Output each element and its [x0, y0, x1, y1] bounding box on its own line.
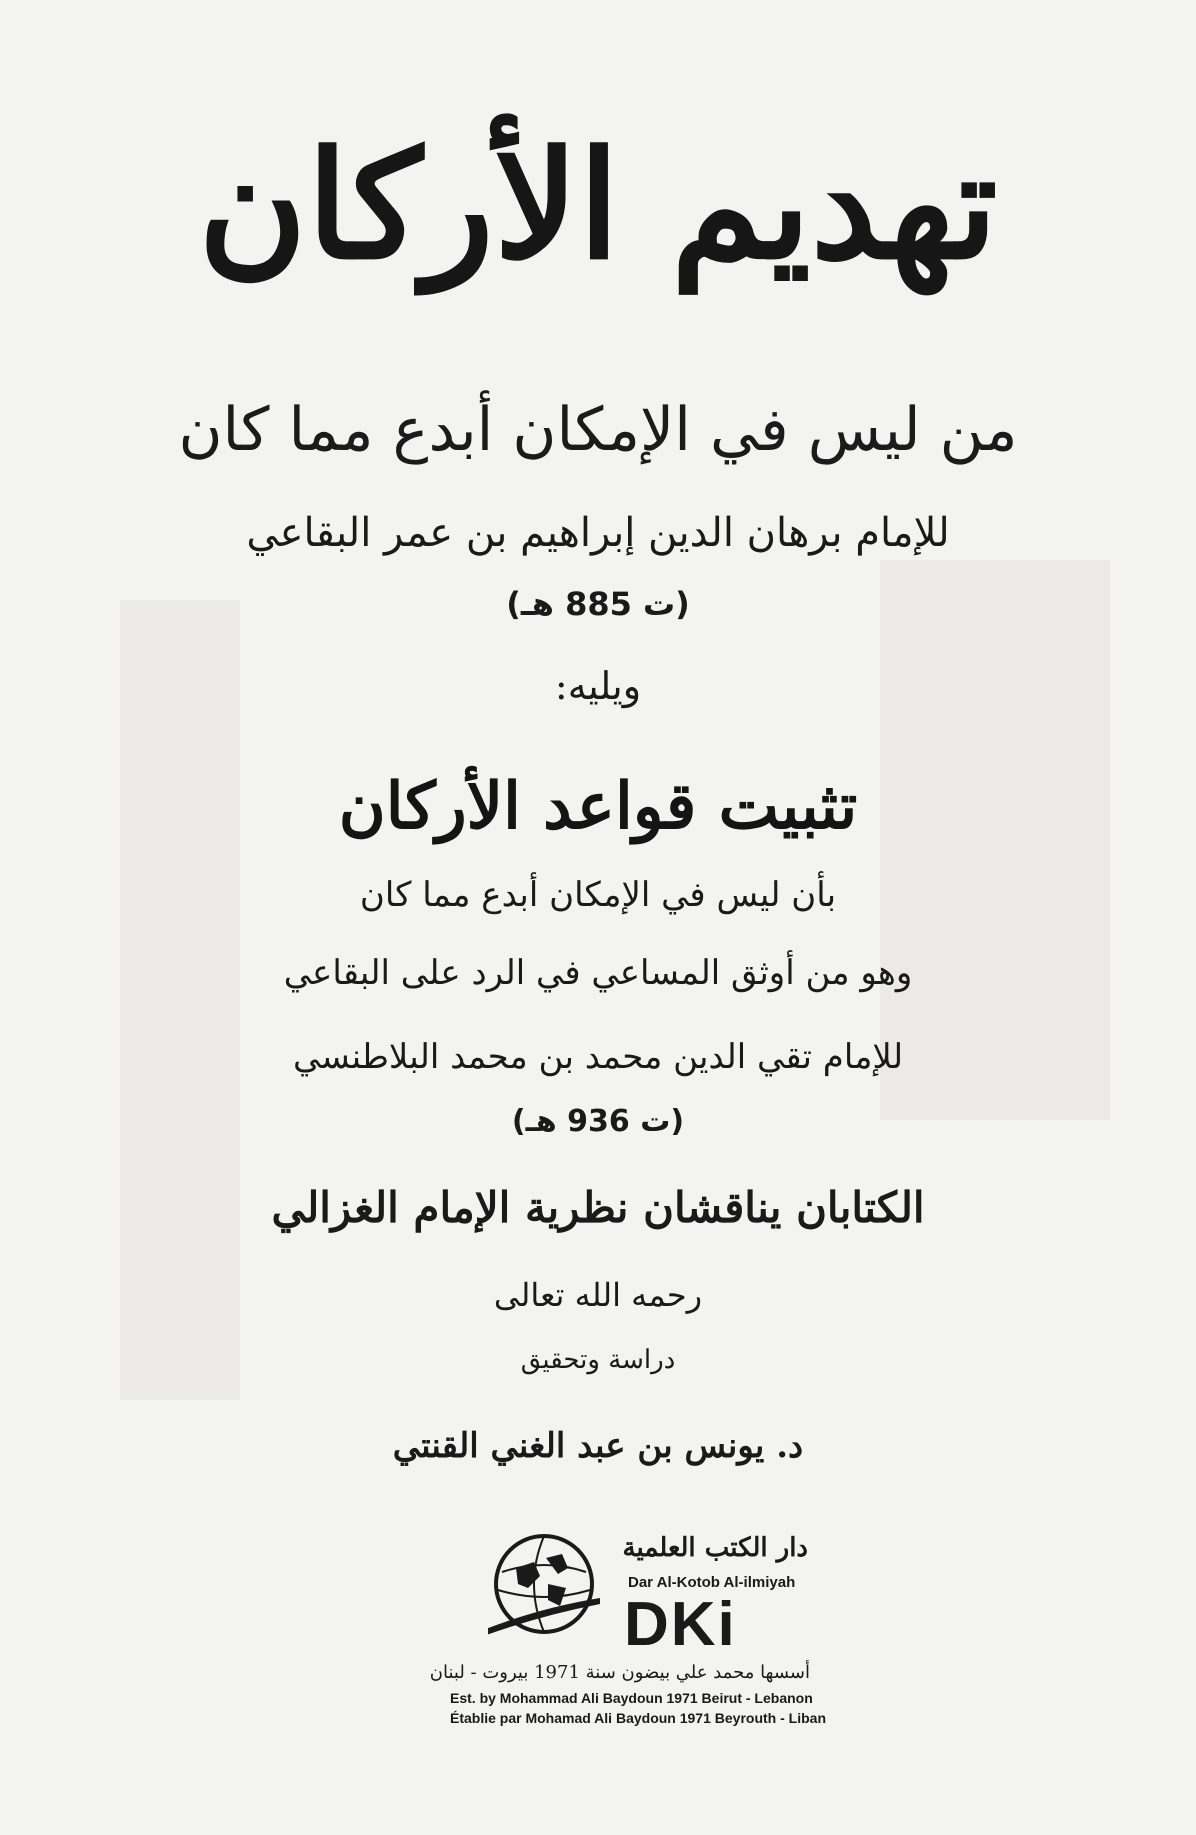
- established-french: Établie par Mohamad Ali Baydoun 1971 Beyrouth - Liban: [450, 1710, 826, 1726]
- author-line: للإمام برهان الدين إبراهيم بن عمر البقاعي: [246, 510, 950, 556]
- second-author-line: للإمام تقي الدين محمد بن محمد البلاطنسي: [292, 1037, 904, 1077]
- second-book-title: تثبيت قواعد الأركان: [338, 769, 858, 844]
- rahimahu-line: رحمه الله تعالى: [493, 1276, 703, 1314]
- second-book-desc-2: وهو من أوثق المساعي في الرد على البقاعي: [283, 953, 913, 993]
- established-arabic: أسسها محمد علي بيضون سنة 1971 بيروت - لبنان: [429, 1662, 810, 1683]
- book-subtitle: من ليس في الإمكان أبدع مما كان: [178, 395, 1018, 465]
- books-note: الكتابان يناقشان نظرية الإمام الغزالي: [271, 1183, 925, 1232]
- second-author-death-date: (ت 936 هـ): [511, 1104, 685, 1139]
- publisher-name-english: Dar Al-Kotob Al-ilmiyah: [628, 1574, 796, 1591]
- globe-logo-icon: [488, 1528, 600, 1640]
- book-title: تهديم الأركان: [198, 118, 998, 292]
- author-death-date: (ت 885 هـ): [506, 585, 690, 623]
- editor-name: د. يونس بن عبد الغني القنتي: [392, 1426, 804, 1466]
- publisher-name-arabic: دار الكتب العلمية: [622, 1533, 808, 1563]
- publisher-abbreviation: DKi: [624, 1590, 737, 1659]
- followed-by-label: ويليه:: [554, 664, 642, 708]
- established-english: Est. by Mohammad Ali Baydoun 1971 Beirut - Lebanon: [450, 1690, 813, 1706]
- study-label: دراسة وتحقيق: [520, 1345, 676, 1375]
- second-book-desc-1: بأن ليس في الإمكان أبدع مما كان: [359, 875, 837, 915]
